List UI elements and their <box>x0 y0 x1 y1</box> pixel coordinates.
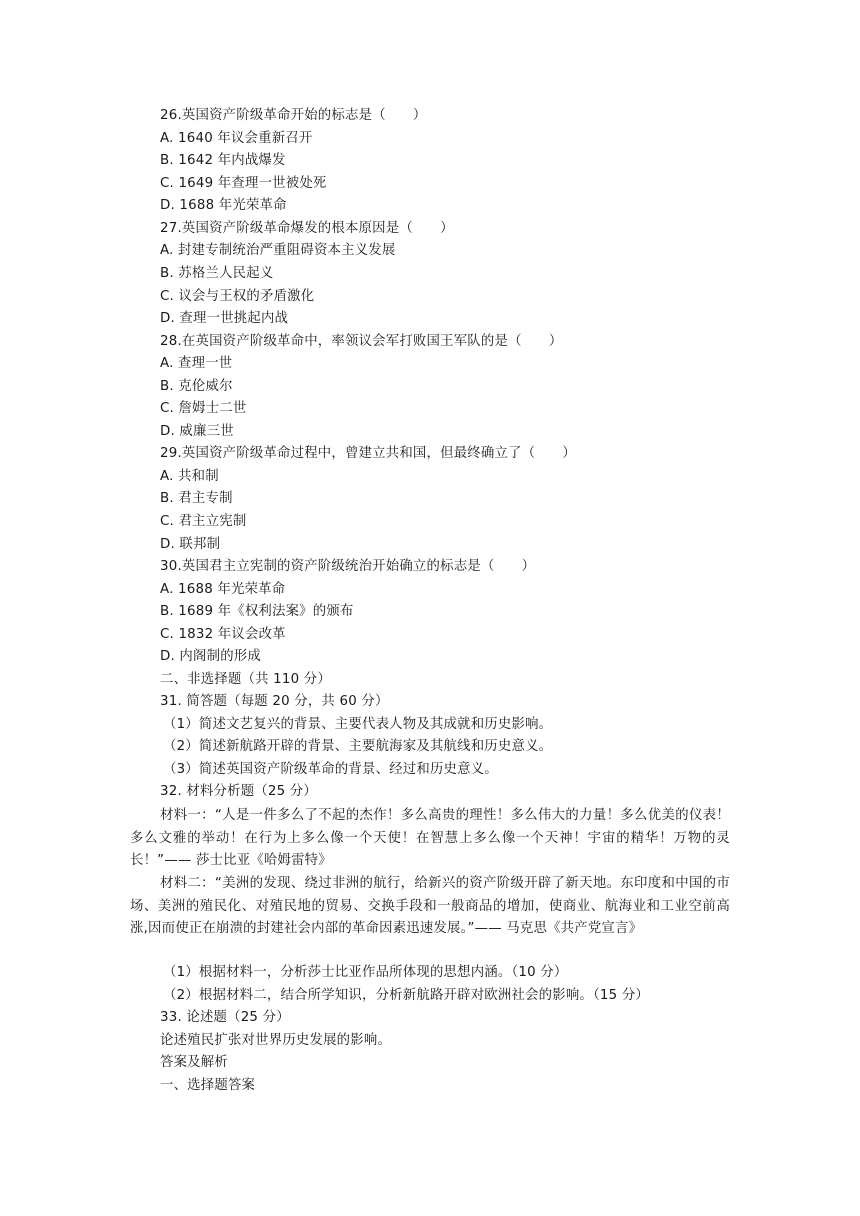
q28-option-d: D. 威廉三世 <box>160 424 234 439</box>
q26-option-c: C. 1649 年查理一世被处死 <box>160 176 327 191</box>
answers-subheading: 一、选择题答案 <box>160 1078 256 1093</box>
q29-option-d: D. 联邦制 <box>160 537 221 552</box>
section-2-heading: 二、非选择题（共 110 分） <box>160 672 331 687</box>
answers-heading: 答案及解析 <box>160 1055 228 1070</box>
q29-option-b: B. 君主专制 <box>160 491 233 506</box>
q26-option-b: B. 1642 年内战爆发 <box>160 153 286 168</box>
q28-option-a: A. 查理一世 <box>160 356 233 371</box>
q32-material-2: 材料二：“美洲的发现、绕过非洲的航行，给新兴的资产阶级开辟了新天地。东印度和中国的市场、美洲的殖民化、对殖民地的贸易、交换手段和一般商品的增加，使商业、航海业和工业空前高涨,因而使正在崩溃的封建社会内部的革命因素迅速发展。”—— 马克思《共产党宣言》 <box>130 876 730 937</box>
question-29-stem: 29.英国资产阶级革命过程中，曾建立共和国，但最终确立了（ ） <box>160 446 577 461</box>
q26-option-d: D. 1688 年光荣革命 <box>160 198 287 213</box>
q31-item-3: （3）简述英国资产阶级革命的背景、经过和历史意义。 <box>163 762 498 777</box>
q30-option-b: B. 1689 年《权利法案》的颁布 <box>160 604 354 619</box>
q27-option-a: A. 封建专制统治严重阻碍资本主义发展 <box>160 243 396 258</box>
q32-material-1: 材料一：“人是一件多么了不起的杰作！多么高贵的理性！多么伟大的力量！多么优美的仪表！多么文雅的举动！在行为上多么像一个天使！在智慧上多么像一个天神！宇宙的精华！万物的灵长！”—— 莎士比亚《哈姆雷特》 <box>130 808 730 869</box>
q27-option-d: D. 查理一世挑起内战 <box>160 311 289 326</box>
question-31-title: 31. 简答题（每题 20 分，共 60 分） <box>160 694 389 709</box>
q28-option-b: B. 克伦威尔 <box>160 379 233 394</box>
q32-item-2: （2）根据材料二，结合所学知识，分析新航路开辟对欧洲社会的影响。（15 分） <box>163 988 649 1003</box>
q33-body: 论述殖民扩张对世界历史发展的影响。 <box>160 1033 392 1048</box>
q30-option-a: A. 1688 年光荣革命 <box>160 582 286 597</box>
q31-item-2: （2）简述新航路开辟的背景、主要航海家及其航线和历史意义。 <box>163 739 553 754</box>
q31-item-1: （1）简述文艺复兴的背景、主要代表人物及其成就和历史影响。 <box>163 717 553 732</box>
question-33-title: 33. 论述题（25 分） <box>160 1010 290 1025</box>
q27-option-b: B. 苏格兰人民起义 <box>160 266 274 281</box>
q29-option-a: A. 共和制 <box>160 469 219 484</box>
q32-item-1: （1）根据材料一，分析莎士比亚作品所体现的思想内涵。（10 分） <box>163 965 568 980</box>
q30-option-d: D. 内阁制的形成 <box>160 649 261 664</box>
question-26-stem: 26.英国资产阶级革命开始的标志是（ ） <box>160 108 427 123</box>
q27-option-c: C. 议会与王权的矛盾激化 <box>160 289 315 304</box>
question-30-stem: 30.英国君主立宪制的资产阶级统治开始确立的标志是（ ） <box>160 559 536 574</box>
question-28-stem: 28.在英国资产阶级革命中，率领议会军打败国王军队的是（ ） <box>160 334 563 349</box>
q26-option-a: A. 1640 年议会重新召开 <box>160 131 313 146</box>
q29-option-c: C. 君主立宪制 <box>160 514 247 529</box>
q28-option-c: C. 詹姆士二世 <box>160 401 247 416</box>
question-27-stem: 27.英国资产阶级革命爆发的根本原因是（ ） <box>160 221 454 236</box>
q30-option-c: C. 1832 年议会改革 <box>160 627 286 642</box>
question-32-title: 32. 材料分析题（25 分） <box>160 784 317 799</box>
